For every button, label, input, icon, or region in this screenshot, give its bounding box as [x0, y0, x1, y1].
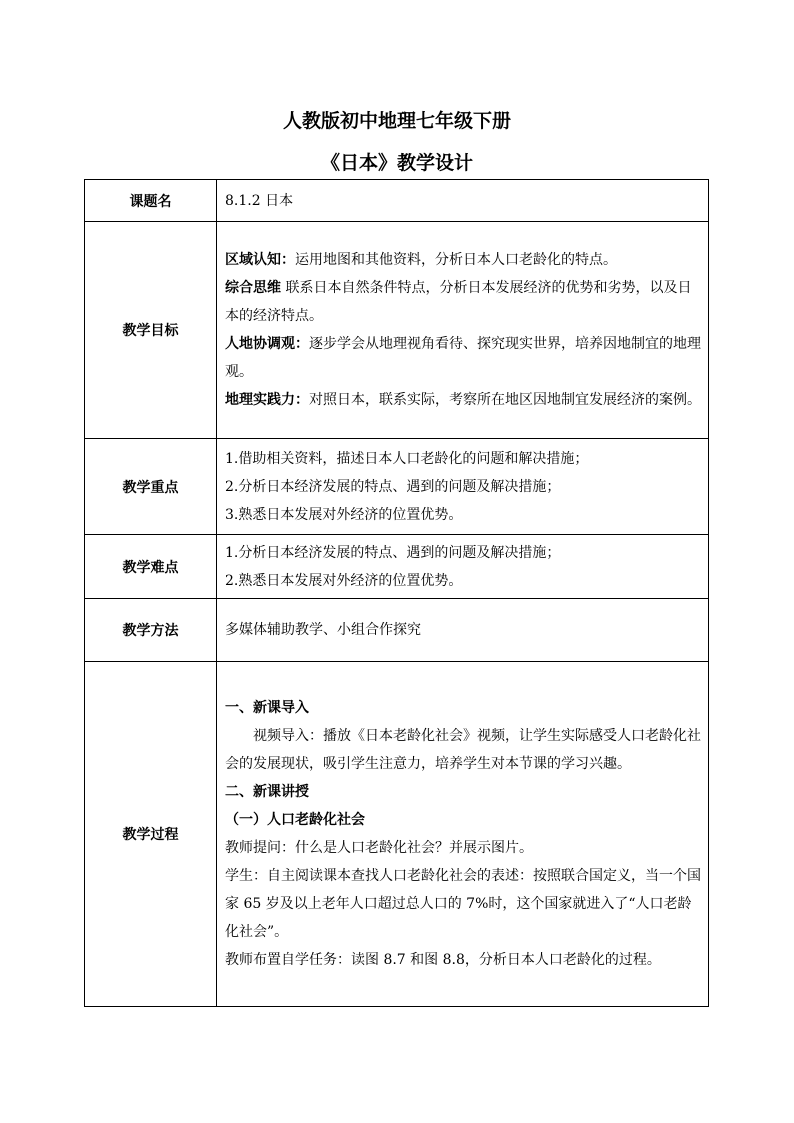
key-point-item: 1.借助相关资料，描述日本人口老龄化的问题和解决措施；: [225, 450, 589, 467]
goal-text: 逐步学会从地理视角看待、探究现实世界，培养因地制宜的地理观。: [225, 336, 701, 380]
key-point-item: 3.熟悉日本发展对外经济的位置优势。: [225, 506, 463, 523]
row-goals: [85, 222, 709, 439]
section-heading: 二、新课讲授: [225, 784, 309, 800]
goal-item: [225, 246, 702, 274]
paragraph: 教师提问：什么是人口老龄化社会？并展示图片。: [225, 840, 533, 856]
value-difficulties: [217, 535, 709, 599]
goal-head: 人地协调观：: [225, 336, 309, 352]
document-subtitle: 《日本》教学设计: [320, 152, 473, 174]
label-method: 教学方法: [85, 599, 217, 662]
value-goals: [217, 222, 709, 439]
row-process: [85, 662, 709, 1007]
section-heading: 一、新课导入: [225, 700, 309, 716]
goal-head: 地理实践力：: [225, 392, 309, 408]
paragraph: 视频导入：播放《日本老龄化社会》视频，让学生实际感受人口老龄化社会的发展现状，吸引学生注意力，培养学生对本节课的学习兴趣。: [225, 728, 701, 772]
label-goals: 教学目标: [85, 222, 217, 439]
row-method: [85, 599, 709, 662]
value-method: 多媒体辅助教学、小组合作探究: [217, 599, 709, 662]
row-key-points: [85, 439, 709, 535]
label-key-points: 教学重点: [85, 439, 217, 535]
row-difficulties: [85, 535, 709, 599]
goal-text: 联系日本自然条件特点，分析日本发展经济的优势和劣势，以及日本的经济特点。: [225, 280, 692, 324]
value-topic: 8.1.2 日本: [217, 180, 709, 222]
label-topic: 课题名: [85, 180, 217, 222]
goal-item: [225, 274, 702, 330]
value-process: [217, 662, 709, 1007]
document-title: 人教版初中地理七年级下册: [282, 110, 511, 132]
value-key-points: [217, 439, 709, 535]
goal-head: 区域认知：: [225, 252, 295, 268]
key-point-item: 2.分析日本经济发展的特点、遇到的问题及解决措施；: [225, 478, 561, 495]
row-topic: [85, 180, 709, 222]
goal-text: 运用地图和其他资料，分析日本人口老龄化的特点。: [295, 252, 617, 268]
label-process: 教学过程: [85, 662, 217, 1007]
goal-item: [225, 330, 702, 386]
difficulty-item: 2.熟悉日本发展对外经济的位置优势。: [225, 572, 463, 589]
lesson-plan-table: [84, 179, 709, 1007]
goal-head: 综合思维: [225, 280, 281, 296]
label-difficulties: 教学难点: [85, 535, 217, 599]
subsection-heading: （一）人口老龄化社会: [225, 812, 365, 828]
difficulty-item: 1.分析日本经济发展的特点、遇到的问题及解决措施；: [225, 544, 561, 561]
goal-text: 对照日本，联系实际，考察所在地区因地制宜发展经济的案例。: [309, 392, 701, 408]
paragraph: 教师布置自学任务：读图 8.7 和图 8.8，分析日本人口老龄化的过程。: [225, 952, 661, 968]
paragraph: 学生：自主阅读课本查找人口老龄化社会的表述：按照联合国定义，当一个国家 65 岁及以上老年人口超过总人口的 7%时，这个国家就进入了“人口老龄化社会”。: [225, 868, 701, 940]
goal-item: [225, 386, 702, 414]
